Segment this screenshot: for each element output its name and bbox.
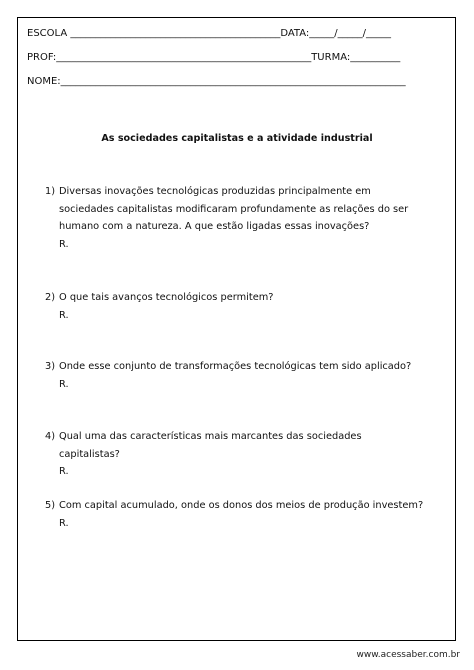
question-number: 5) — [45, 500, 56, 511]
question-3 — [45, 358, 435, 393]
question-text: O que tais avanços tecnológicos permitem? — [59, 292, 274, 303]
question-number: 2) — [45, 292, 56, 303]
question-4 — [45, 428, 435, 481]
question-text: Onde esse conjunto de transformações tecnológicas tem sido aplicado? — [59, 361, 412, 372]
page-border — [17, 17, 456, 641]
question-5 — [45, 497, 435, 532]
answer-label: R. — [59, 238, 69, 250]
footer-website: www.acessaber.com.br — [356, 650, 460, 660]
escola-date-line: ESCOLA __________________________________________DATA:_____/_____/_____ — [27, 28, 392, 39]
answer-label: R. — [59, 309, 69, 321]
question-1 — [45, 183, 435, 253]
question-text: Qual uma das características mais marcantes das sociedades capitalistas? — [59, 431, 362, 460]
nome-line: NOME:_____________________________________________________________________ — [27, 76, 406, 87]
question-text: Diversas inovações tecnológicas produzidas principalmente em sociedades capitalistas modificaram profundamente as relações do ser humano com a natureza. A que estão ligadas essas inovações? — [59, 186, 409, 232]
prof-turma-line: PROF:___________________________________________________TURMA:__________ — [27, 52, 401, 63]
question-number: 4) — [45, 431, 56, 442]
answer-label: R. — [59, 466, 69, 477]
worksheet-title: As sociedades capitalistas e a atividade industrial — [101, 133, 373, 144]
answer-label: R. — [59, 517, 69, 529]
answer-label: R. — [59, 378, 69, 390]
question-2 — [45, 289, 435, 324]
question-number: 3) — [45, 361, 56, 372]
question-number: 1) — [45, 186, 56, 197]
question-text: Com capital acumulado, onde os donos dos meios de produção investem? — [59, 500, 424, 511]
